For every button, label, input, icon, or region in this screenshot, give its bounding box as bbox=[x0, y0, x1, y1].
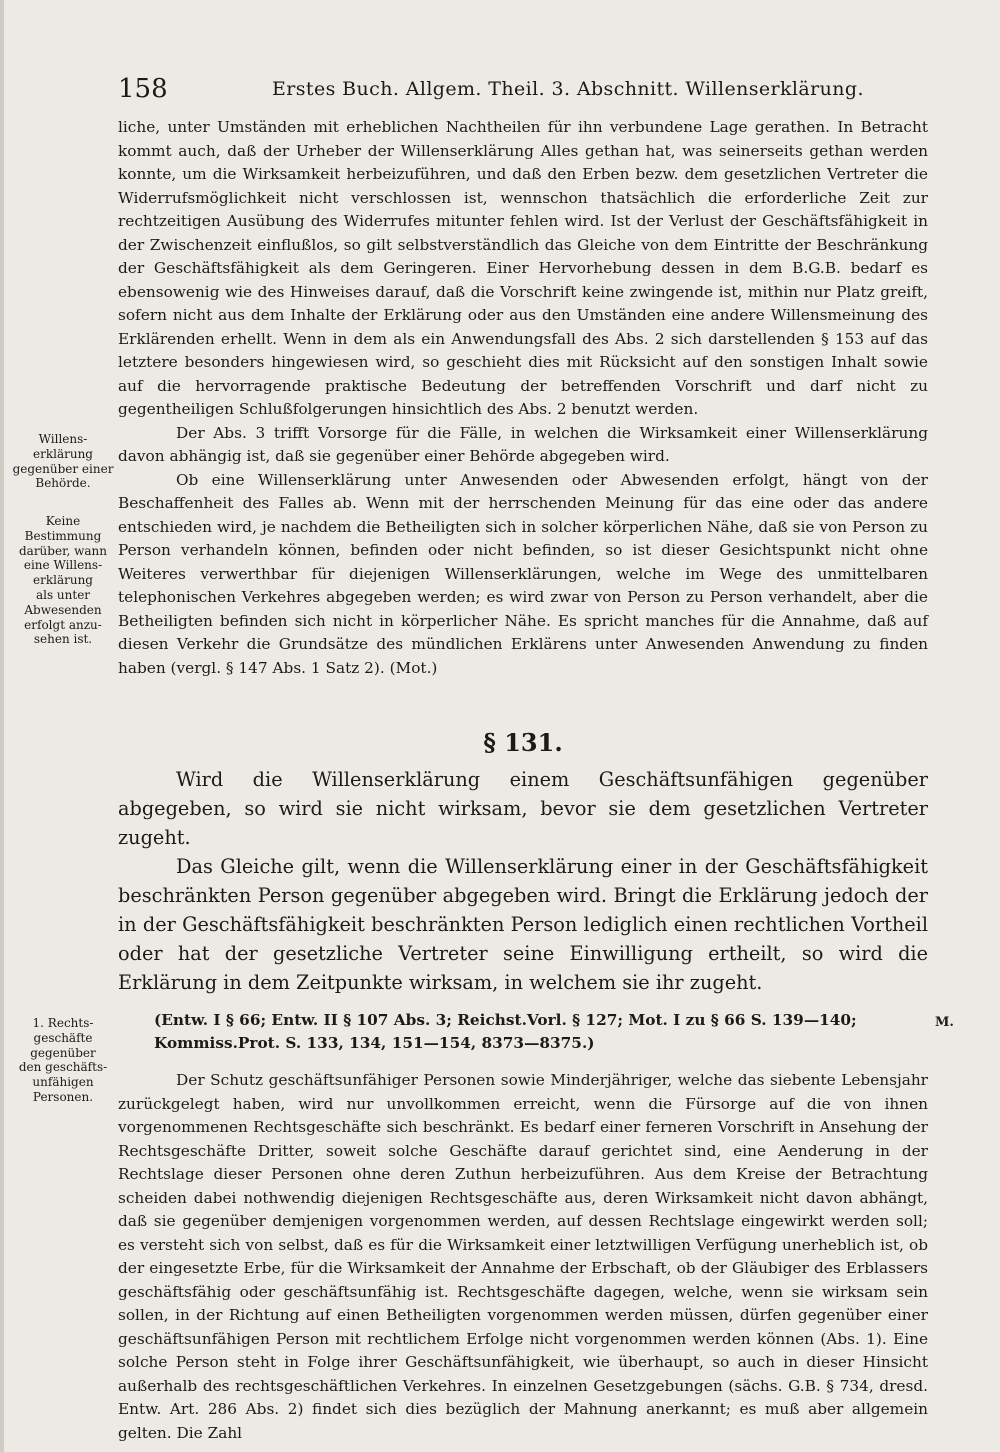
margin-line: Keine bbox=[45, 514, 81, 528]
margin-line: Abwesenden bbox=[24, 602, 102, 617]
margin-line: erfolgt anzu- bbox=[24, 617, 102, 632]
body-paragraph: liche, unter Umständen mit erheblichen Nachtheilen für ihn verbundene Lage gerathen. In Betracht kommt auch, daß der Urheber der Willenserklärung Alles gethan hat, was seinerseits gethan werden konnte, um die Wirksamkeit herbeizuführen, und daß den Erben bezw. dem gesetzlichen Vertreter die Widerrufsmöglichkeit nicht verschlossen ist, wennschon thatsächlich die erforderliche Zeit zur rechtzeitigen Ausübung des Widerrufes mitunter fehlen wird. Ist der Verlust der Geschäftsfähigkeit in der Zwischenzeit einflußlos, so gilt selbstverständlich das Gleiche von dem Eintritte der Beschränkung der Geschäftsfähigkeit als dem Geringeren. Einer Hervorhebung dessen in dem B.G.B. bedarf es ebensowenig wie des Hinweises darauf, daß die Vorschrift keine zwingende ist, mithin nur Platz greift, sofern nicht aus dem Inhalte der Erklärung oder aus den Umständen eine andere Willensmeinung des Erklärenden erhellt. Wenn in dem als ein Anwendungsfall des Abs. 2 sich darstellenden § 153 auf das letztere besonders hingewiesen wird, so geschieht dies mit Rücksicht auf den sonstigen Inhalt sowie auf die hervorragende praktische Bedeutung der betreffenden Vorschrift und darf nicht zu gegentheiligen Schlußfolgerungen hinsichtlich des Abs. 2 benutzt werden. bbox=[118, 118, 928, 418]
source-references: (Entw. I § 66; Entw. II § 107 Abs. 3; Reichst.Vorl. § 127; Mot. I zu § 66 S. 139—140; Kommiss.Prot. S. 133, 134, 151—154, 8373—8375.) bbox=[154, 1011, 857, 1052]
margin-line: Bestimmung bbox=[24, 528, 102, 543]
margin-line: sehen ist. bbox=[33, 632, 93, 647]
margin-line: Behörde. bbox=[35, 476, 91, 491]
main-text bbox=[118, 116, 928, 1445]
margin-line: gegenüber bbox=[30, 1045, 96, 1060]
margin-line: eine Willens- bbox=[23, 558, 103, 573]
margin-line: als unter bbox=[35, 587, 91, 602]
page-number: 158 bbox=[118, 74, 168, 104]
margin-line: Willens- bbox=[38, 432, 88, 446]
statute-paragraph: Wird die Willenserklärung einem Geschäftsunfähigen gegenüber abgegeben, so wird sie nicht wirksam, bevor sie dem gesetzlichen Vertreter zugeht. bbox=[118, 768, 928, 849]
margin-line: erklärung bbox=[33, 446, 93, 461]
margin-mark-m: M. bbox=[935, 1015, 954, 1030]
margin-note-incapable bbox=[8, 1016, 118, 1105]
margin-line: Personen. bbox=[32, 1089, 94, 1104]
statute-paragraph: Das Gleiche gilt, wenn die Willenserklärung einer in der Geschäftsfähigkeit beschränkten Person gegenüber abgegeben wird. Bringt die Erklärung jedoch der in der Geschäftsfähigkeit beschränkten Person lediglich einen rechtlichen Vortheil oder hat der gesetzliche Vertreter seine Einwilligung ertheilt, so wird die Erklärung in dem Zeitpunkte wirksam, in welchem sie ihr zugeht. bbox=[118, 855, 928, 994]
running-header bbox=[118, 74, 930, 114]
body-paragraph: Der Schutz geschäftsunfähiger Personen sowie Minderjähriger, welche das siebente Lebensjahr zurückgelegt haben, wird nur unvollkommen erreicht, wenn die Fürsorge auf die von ihnen vorgenommenen Rechtsgeschäfte sich beschränkt. Es bedarf einer ferneren Vorschrift in Ansehung der Rechtsgeschäfte Dritter, soweit solche Geschäfte darauf gerichtet sind, eine Aenderung in der Rechtslage dieser Personen ohne deren Zuthun herbeizuführen. Aus dem Kreise der Betrachtung scheiden dabei nothwendig diejenigen Rechtsgeschäfte aus, deren Wirksamkeit nicht davon abhängt, daß sie gegenüber demjenigen vorgenommen werden, auf dessen Rechtslage eingewirkt werden soll; es versteht sich von selbst, daß es für die Wirksamkeit einer letztwilligen Verfügung unerheblich ist, ob der eingesetzte Erbe, für die Wirksamkeit der Annahme der Erbschaft, ob der Gläubiger des Erblassers geschäftsfähig oder geschäftsunfähig ist. Rechtsgeschäfte dagegen, welche, wenn sie wirksam sein sollen, in der Richtung auf einen Betheiligten vorgenommen werden müssen, dürfen gegenüber einer geschäftsunfähigen Person mit rechtlichem Erfolge nicht vorgenommen werden können (Abs. 1). Eine solche Person steht in Folge ihrer Geschäftsunfähigkeit, wie überhaupt, so auch in dieser Hinsicht außerhalb des rechtsgeschäftlichen Verkehres. In einzelnen Gesetzgebungen (sächs. G.B. § 734, dresd. Entw. Art. 286 Abs. 2) findet sich dies bezüglich der Mahnung anerkannt; es muß aber allgemein gelten. Die Zahl bbox=[118, 1071, 928, 1442]
body-paragraph: Der Abs. 3 trifft Vorsorge für die Fälle, in welchen die Wirksamkeit einer Willenserklärung davon abhängig ist, daß sie gegenüber einer Behörde abgegeben wird. bbox=[118, 423, 928, 465]
margin-line: gegenüber einer bbox=[12, 461, 114, 476]
margin-line: 1. Rechts- bbox=[32, 1016, 94, 1030]
margin-note-absent bbox=[10, 514, 116, 647]
running-title: Erstes Buch. Allgem. Theil. 3. Abschnitt. Willenserklärung. bbox=[272, 78, 864, 100]
margin-note-authority bbox=[8, 432, 118, 491]
section-heading: § 131. bbox=[483, 728, 563, 757]
statute-text bbox=[118, 765, 928, 997]
page-edge-shadow bbox=[0, 0, 4, 1452]
margin-line: erklärung bbox=[33, 573, 93, 588]
body-paragraph: Ob eine Willenserklärung unter Anwesenden oder Abwesenden erfolgt, hängt von der Beschaffenheit des Falles ab. Wenn mit der herrschenden Meinung für das eine oder das andere entschieden wird, je nachdem die Betheiligten sich in solcher körperlichen Nähe, daß sie von Person zu Person verhandeln können, befinden oder nicht befinden, so ist dieser Gesichtspunkt nicht ohne Weiteres verwerthbar für diejenigen Willenserklärungen, welche im Wege des unmittelbaren telephonischen Verkehres abgegeben werden; es wird zwar von Person zu Person verhandelt, aber die Betheiligten befinden sich nicht in körperlicher Nähe. Es spricht manches für die Annahme, daß auf diesen Verkehr die Grundsätze des mündlichen Erklärens unter Anwesenden Anwendung zu finden haben (vergl. § 147 Abs. 1 Satz 2). (Mot.) bbox=[118, 470, 928, 677]
margin-line: den geschäfts- bbox=[18, 1060, 108, 1075]
margin-line: unfähigen bbox=[32, 1075, 94, 1090]
margin-line: darüber, wann bbox=[18, 543, 107, 558]
margin-line: geschäfte bbox=[33, 1030, 93, 1045]
